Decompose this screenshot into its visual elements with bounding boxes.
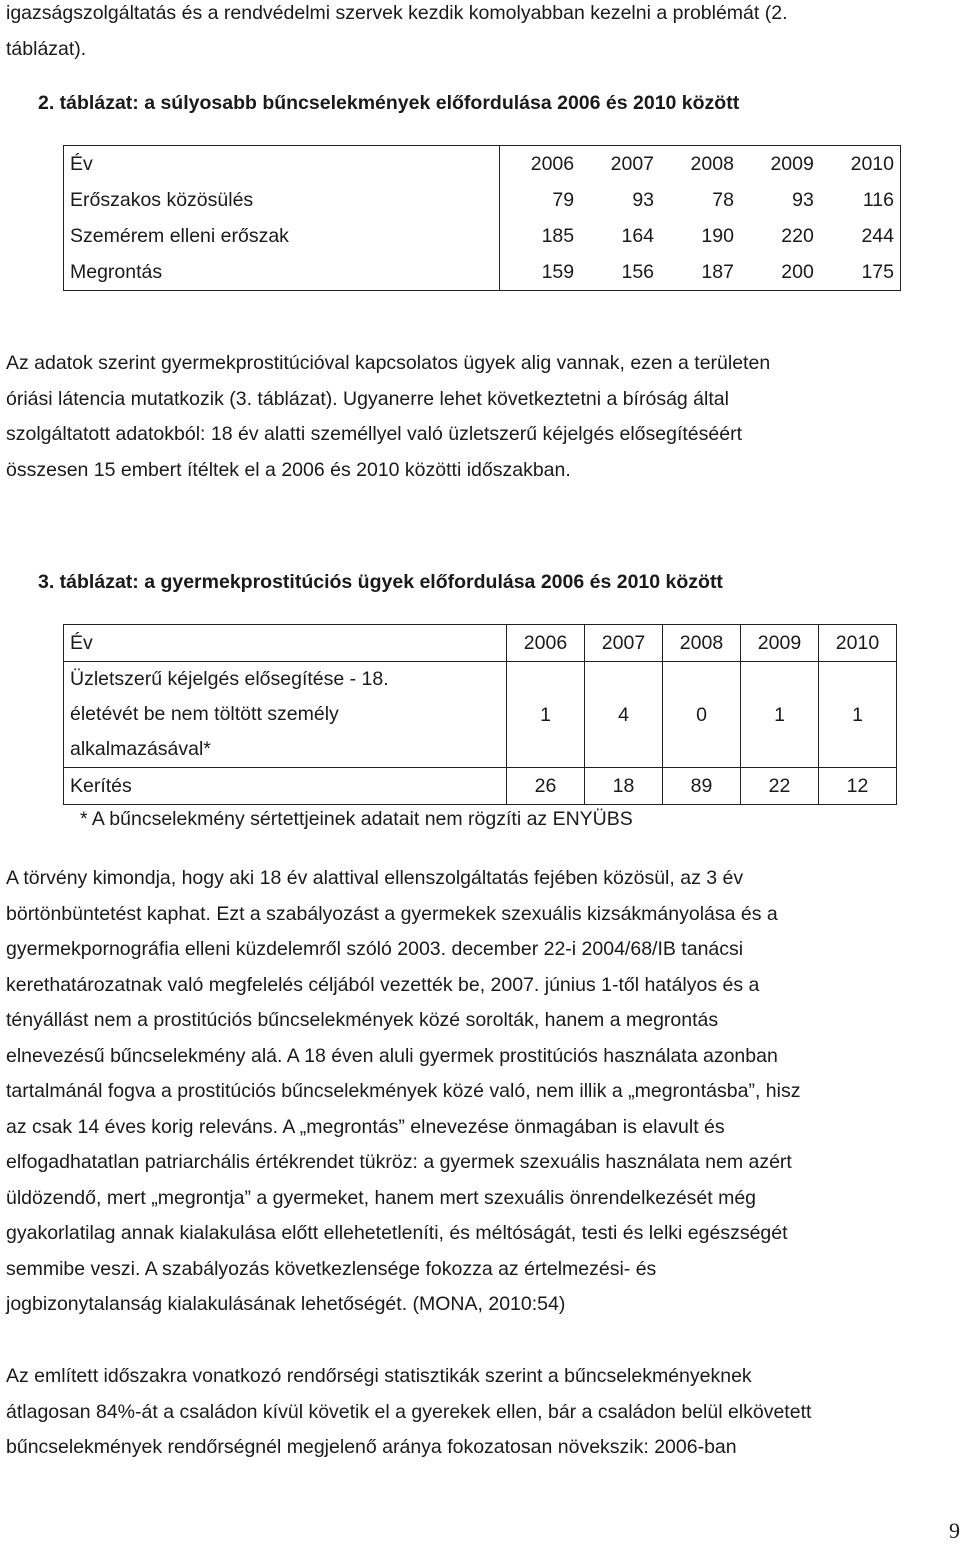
table2-caption: 2. táblázat: a súlyosabb bűncselekmények előfordulása 2006 és 2010 között	[38, 92, 740, 114]
text-line: börtönbüntetést kaphat. Ezt a szabályozást a gyermekek szexuális kizsákmányolása és a	[6, 902, 778, 925]
cell: 244	[820, 218, 901, 254]
header-year: 2010	[819, 625, 897, 662]
cell: 78	[712, 189, 734, 211]
cell: 159	[500, 254, 581, 291]
cell: 22	[741, 768, 819, 805]
paragraph	[6, 1359, 952, 1466]
table-header-row	[64, 146, 901, 183]
table-row	[64, 662, 897, 768]
header-year: 2008	[663, 625, 741, 662]
page-number: 9	[949, 1518, 960, 1543]
row-label: Megrontás	[64, 254, 500, 291]
cell: 0	[663, 662, 741, 768]
table2	[63, 145, 901, 291]
cell: 93	[632, 189, 655, 211]
cell: 93	[792, 189, 814, 211]
cell: 220	[781, 225, 814, 247]
row-label: Erőszakos közösülés	[64, 182, 500, 218]
text-line: összesen 15 embert ítéltek el a 2006 és 2010 közötti időszakban.	[6, 458, 571, 481]
text-line: Az említett időszakra vonatkozó rendőrségi statisztikák szerint a bűncselekményeknek	[6, 1365, 752, 1387]
header-label: Év	[64, 625, 507, 662]
header-year: 2009	[740, 146, 820, 183]
cell: 164	[621, 225, 655, 247]
header-year: 2008	[660, 146, 740, 183]
table3-footnote: * A bűncselekmény sértettjeinek adatait nem rögzíti az ENYÜBS	[80, 808, 633, 830]
text-line: elnevezésű bűncselekmény alá. A 18 éven aluli gyermek prostitúciós használata azonban	[6, 1044, 778, 1067]
row-label: Üzletszerű kéjelgés elősegítése - 18. életévét be nem töltött személy alkalmazásával*	[64, 662, 507, 768]
text-line: jogbizonytalanság kialakulásának lehetőségét. (MONA, 2010:54)	[6, 1293, 566, 1315]
paragraph	[6, 861, 952, 1323]
text-line: gyermekpornográfia elleni küzdelemről szóló 2003. december 22-i 2004/68/IB tanácsi	[6, 938, 744, 960]
text-line: szolgáltatott adatokból: 18 év alatti személlyel való üzletszerű kéjelgés elősegítéséért	[6, 423, 742, 445]
table-row	[64, 768, 897, 805]
intro-line: táblázat).	[6, 37, 87, 60]
header-label: Év	[64, 146, 500, 183]
cell: 200	[740, 254, 820, 291]
cell: 4	[585, 662, 663, 768]
row-label: Szemérem elleni erőszak	[64, 218, 500, 254]
table-row	[64, 218, 901, 254]
text-line: üldözendő, mert „megrontja” a gyermeket, hanem mert szexuális önrendelkezését még	[6, 1186, 757, 1209]
text-line: Az adatok szerint gyermekprostitúcióval kapcsolatos ügyek alig vannak, ezen a területen	[6, 352, 771, 374]
table-row	[64, 182, 901, 218]
cell: 89	[663, 768, 741, 805]
header-year: 2007	[585, 625, 663, 662]
text-line: átlagosan 84%-át a családon kívül követik el a gyerekek ellen, bár a családon belül elkövetett	[6, 1400, 812, 1423]
cell: 79	[552, 189, 575, 211]
table3	[63, 624, 897, 805]
table3-caption: 3. táblázat: a gyermekprostitúciós ügyek előfordulása 2006 és 2010 között	[38, 571, 723, 593]
header-year: 2010	[820, 146, 901, 183]
text-line: gyakorlatilag annak kialakulása előtt ellehetetleníti, és méltóságát, testi és lelki egészségét	[6, 1222, 788, 1244]
header-year: 2007	[580, 146, 660, 183]
header-year: 2009	[741, 625, 819, 662]
row-label: Kerítés	[64, 768, 507, 805]
paragraph	[6, 346, 952, 488]
cell: 116	[820, 182, 901, 218]
table-header-row	[64, 625, 897, 662]
intro-line: igazságszolgáltatás és a rendvédelmi szervek kezdik komolyabban kezelni a problémát (2.	[6, 2, 788, 24]
intro-paragraph	[6, 0, 952, 67]
cell: 18	[585, 768, 663, 805]
header-year: 2006	[500, 146, 581, 183]
cell: 1	[819, 662, 897, 768]
cell: 185	[541, 225, 575, 247]
text-line: tényállást nem a prostitúciós bűncselekmények közé sorolták, hanem a megrontás	[6, 1009, 719, 1031]
cell: 187	[660, 254, 740, 291]
text-line: az csak 14 éves korig releváns. A „megrontás” elnevezése önmagában is elavult és	[6, 1115, 725, 1138]
text-line: elfogadhatatlan patriarchális értékrendet tükröz: a gyermek szexuális használata nem azért	[6, 1151, 792, 1173]
cell: 190	[701, 225, 734, 247]
cell: 156	[580, 254, 660, 291]
header-year: 2006	[507, 625, 585, 662]
cell: 26	[507, 768, 585, 805]
text-line: tartalmánál fogva a prostitúciós bűncselekmények közé való, nem illik a „megrontásba”, hisz	[6, 1080, 801, 1102]
cell: 1	[741, 662, 819, 768]
cell: 1	[507, 662, 585, 768]
text-line: bűncselekmények rendőrségnél megjelenő aránya fokozatosan növekszik: 2006-ban	[6, 1436, 737, 1458]
cell: 175	[820, 254, 901, 291]
table-row	[64, 254, 901, 291]
text-line: kerethatározatnak való megfelelés céljából vezették be, 2007. június 1-től hatályos és a	[6, 973, 760, 996]
cell: 12	[819, 768, 897, 805]
text-line: A törvény kimondja, hogy aki 18 év alattival ellenszolgáltatás fejében közösül, az 3 év	[6, 867, 744, 889]
text-line: óriási látencia mutatkozik (3. táblázat). Ugyanerre lehet következtetni a bíróság által	[6, 387, 729, 410]
text-line: semmibe veszi. A szabályozás következlensége fokozza az értelmezési- és	[6, 1257, 657, 1280]
